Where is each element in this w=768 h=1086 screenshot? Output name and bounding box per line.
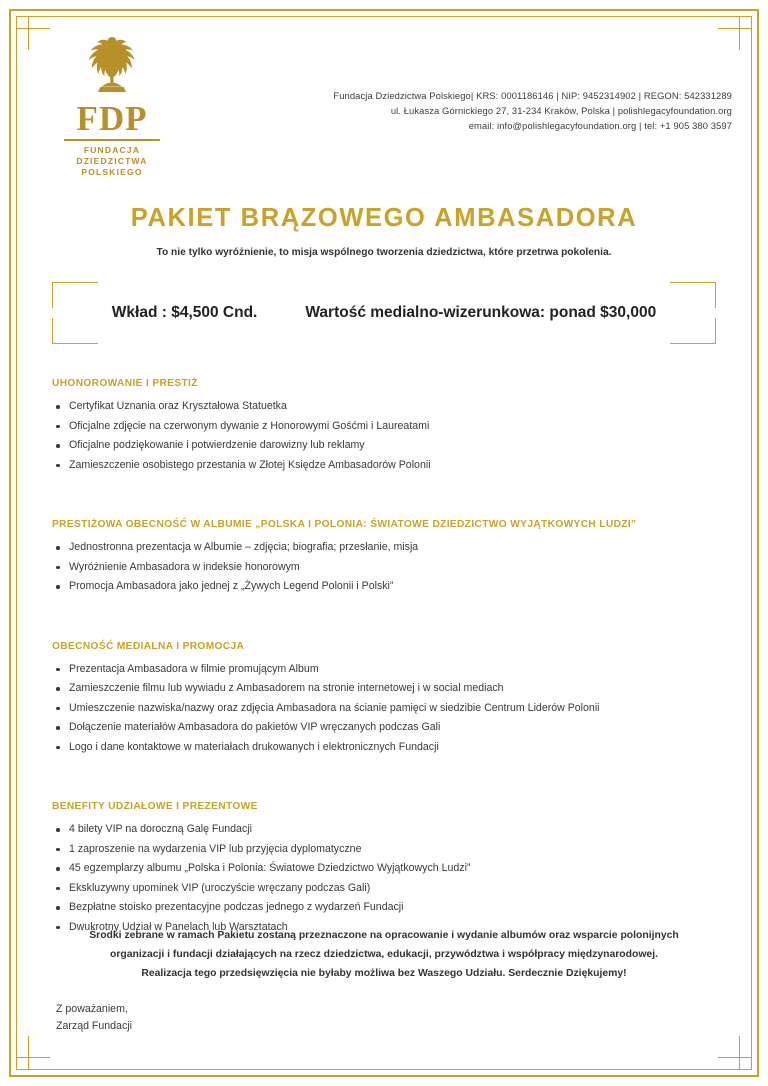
page-subtitle: To nie tylko wyróżnienie, to misja wspólnego tworzenia dziedzictwa, które przetrwa pokolenia.: [156, 247, 612, 258]
logo-line-3: POLSKIEGO: [81, 167, 143, 177]
list-item: Logo i dane kontaktowe w materiałach drukowanych i elektronicznych Fundacji: [52, 738, 720, 758]
foundation-logo: [30, 26, 180, 178]
signature-block: [56, 1001, 132, 1035]
section-item-list: [52, 820, 720, 937]
list-item: Umieszczenie nazwiska/nazwy oraz zdjęcia Ambasadora na ścianie pamięci w siedzibie Centrum Liderów Polonii: [52, 699, 720, 719]
section-item-list: [52, 538, 720, 597]
logo-line-1: FUNDACJA: [83, 145, 141, 155]
logo-line-2: DZIEDZICTWA: [76, 156, 148, 166]
logo-divider: [64, 139, 160, 141]
media-value-amount: Wartość medialno-wizerunkowa: ponad $30,000: [305, 304, 657, 321]
section-heading: BENEFITY UDZIAŁOWE I PREZENTOWE: [52, 801, 258, 812]
list-item: 45 egzemplarzy albumu „Polska i Polonia: Światowe Dziedzictwo Wyjątkowych Ludzi”: [52, 859, 720, 879]
list-item: Zamieszczenie osobistego przestania w Złotej Księdze Ambasadorów Polonii: [52, 456, 720, 476]
signature-closing: Z poważaniem,: [56, 1003, 128, 1015]
list-item: Bezpłatne stoisko prezentacyjne podczas jednego z wydarzeń Fundacji: [52, 898, 720, 918]
org-email-phone-line: email: info@polishlegacyfoundation.org | tel: +1 905 380 3597: [468, 120, 732, 131]
list-item: Oficjalne zdjęcie na czerwonym dywanie z Honorowymi Gośćmi i Laureatami: [52, 417, 720, 437]
section-album-presence: [52, 519, 720, 597]
list-item: Certyfikat Uznania oraz Kryształowa Statuetka: [52, 397, 720, 417]
section-item-list: [52, 397, 720, 475]
list-item: Oficjalne podziękowanie i potwierdzenie darowizny lub reklamy: [52, 436, 720, 456]
list-item: Prezentacja Ambasadora w filmie promującym Album: [52, 660, 720, 680]
signature-name: Zarząd Fundacji: [56, 1020, 132, 1032]
list-item: Dołączenie materiałów Ambasadora do pakietów VIP wręczanych podczas Gali: [52, 718, 720, 738]
list-item: Wyróżnienie Ambasadora w indeksie honorowym: [52, 558, 720, 578]
section-heading: PRESTIŻOWA OBECNOŚĆ W ALBUMIE „POLSKA I POLONIA: ŚWIATOWE DZIEDZICTWO WYJĄTKOWYCH LUDZI”: [52, 519, 637, 530]
value-summary-box: [52, 282, 716, 344]
organization-contact-info: [333, 26, 738, 133]
section-share-gift-benefits: [52, 801, 720, 937]
list-item: 4 bilety VIP na doroczną Galę Fundacji: [52, 820, 720, 840]
list-item: Jednostronna prezentacja w Albumie – zdjęcia; biografia; przesłanie, misja: [52, 538, 720, 558]
contribution-amount: Wkład : $4,500 Cnd.: [111, 304, 258, 321]
funds-usage-note: [78, 926, 690, 983]
funds-usage-line-1: Środki zebrane w ramach Pakietu zostaną przeznaczone na opracowanie i wydanie albumów oraz wsparcie polonijnych: [89, 930, 679, 941]
list-item: Zamieszczenie filmu lub wywiadu z Ambasadorem na stronie internetowej i w social mediach: [52, 679, 720, 699]
document-header: [30, 26, 738, 176]
list-item: 1 zaproszenie na wydarzenia VIP lub przyjęcia dyplomatyczne: [52, 840, 720, 860]
page-title: PAKIET BRĄZOWEGO AMBASADORA: [130, 204, 638, 232]
list-item: Ekskluzywny upominek VIP (uroczyście wręczany podczas Gali): [52, 879, 720, 899]
logo-monogram: FDP: [76, 99, 148, 138]
list-item: Promocja Ambasadora jako jednej z „Żywych Legend Polonii i Polski”: [52, 577, 720, 597]
section-prestige: [52, 378, 720, 475]
org-registration-line: Fundacja Dziedzictwa Polskiego| KRS: 0001186146 | NIP: 9452314902 | REGON: 542331289: [333, 90, 732, 101]
org-address-line: ul. Łukasza Górnickiego 27, 31-234 Kraków, Polska | polishlegacyfoundation.org: [390, 105, 732, 116]
section-item-list: [52, 660, 720, 758]
benefit-sections: [30, 378, 738, 937]
section-heading: UHONOROWANIE I PRESTIŻ: [52, 378, 198, 389]
polish-eagle-icon: [69, 32, 155, 102]
funds-usage-line-3: Realizacja tego przedsięwzięcia nie byłaby możliwa bez Waszego Udziału. Serdecznie Dziękujemy!: [141, 968, 627, 979]
section-heading: OBECNOŚĆ MEDIALNA I PROMOCJA: [52, 640, 245, 652]
funds-usage-line-2: organizacji i fundacji działających na rzecz dziedzictwa, edukacji, przywództwa i współpracy międzynarodowej.: [110, 949, 658, 960]
section-media-promotion: [52, 641, 720, 758]
list-item: Dwukrotny Udział w Panelach lub Warsztatach: [52, 918, 720, 938]
